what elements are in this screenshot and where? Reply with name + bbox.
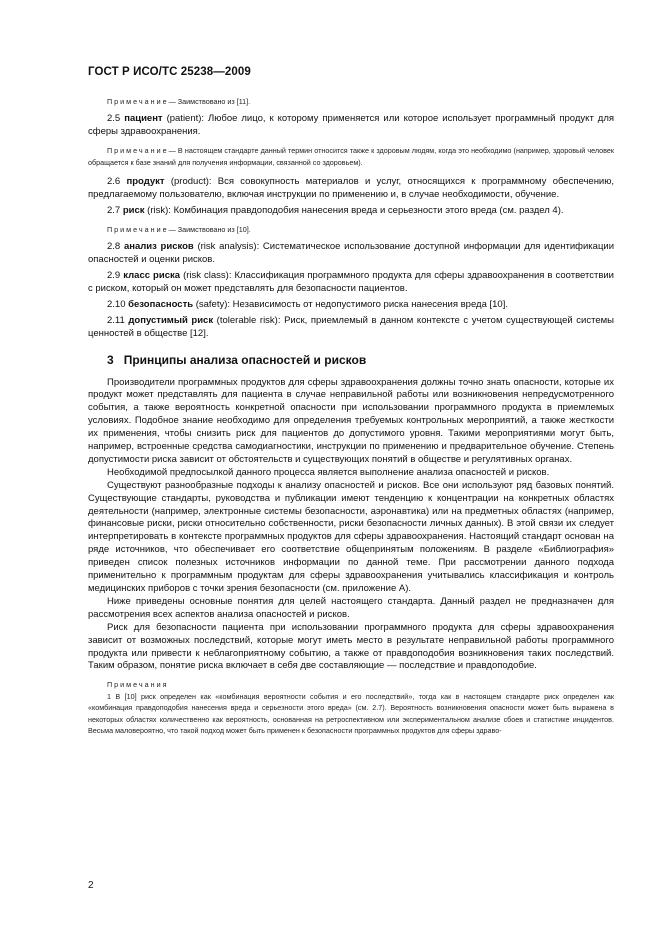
definition-text: (tolerable risk): Риск, приемлемый в данном контексте с учетом существующей системы ценностей в обществе [12]. xyxy=(88,314,614,339)
definition-2-10 xyxy=(88,299,614,312)
document-header: ГОСТ Р ИСО/ТС 25238—2009 xyxy=(88,66,251,78)
clause-number: 2.6 xyxy=(107,176,121,188)
clause-number: 2.11 xyxy=(107,314,125,326)
note-text: — Заимствовано из [10]. xyxy=(168,224,251,234)
clause-number: 2.5 xyxy=(107,113,121,125)
note-label: Примечание xyxy=(107,224,169,234)
term: анализ рисков xyxy=(123,241,194,253)
term: продукт xyxy=(126,176,165,188)
note-paragraph xyxy=(88,224,614,235)
note-paragraph xyxy=(88,96,614,107)
definition-text: (risk analysis): Систематическое использование доступной информации для идентификации опасностей и оценки рисков. xyxy=(88,241,614,266)
body-paragraph: Производители программных продуктов для сферы здравоохранения должны точно знать опасности, которые их продукт может представлять для пациента в случае неправильной работы или возникновения непредусмотренного события, а также вероятность конкретной опасности при использовании программного продукта в приемлемых условиях. Подобное знание необходимо для определения требуемых контрольных мероприятий, а также жесткости их применения, чтобы снизить риск для пациентов до допустимого уровня. Такими мероприятиями могут быть, например, встроенные средства самодиагностики, инструкции по применению и предварительное обучение. Степень допустимости риска зависит от обстоятельств и существующих понятий в обществе и регулятивных органах. xyxy=(88,376,614,465)
section-number: 3 xyxy=(107,352,114,367)
term: безопасность xyxy=(128,298,194,310)
clause-number: 2.10 xyxy=(107,298,126,310)
note-text: — Заимствовано из [11]. xyxy=(168,97,251,106)
definition-text: (risk): Комбинация правдоподобия нанесения вреда и серьезности этого вреда (см. раздел 4). xyxy=(144,204,564,216)
definition-2-11 xyxy=(88,315,614,341)
definition-2-6 xyxy=(88,176,614,202)
definition-2-5 xyxy=(88,113,614,139)
note-paragraph xyxy=(88,145,614,168)
body-paragraph: Риск для безопасности пациента при использовании программного продукта для сферы здравоохранения зависит от возможных последствий, которые могут иметь место в результате неправильной работы программного продукта или привести к неблагоприятному событию, а также от правдоподобия возникновения таких последствий. Таким образом, понятие риска включает в себя две составляющие — последствие и правдоподобие. xyxy=(88,621,614,672)
note-text: — В настоящем стандарте данный термин относится также к здоровым людям, когда это необходимо (например, здоровый человек обращается к базе знаний для получения информации, связанной со здоровьем). xyxy=(88,146,614,167)
note-label: Примечание xyxy=(107,146,169,156)
term: допустимый риск xyxy=(128,314,214,326)
definition-2-7 xyxy=(88,205,614,218)
definition-text: (product): Вся совокупность материалов и услуг, относящихся к программному обеспечению, предлагаемому пользователю, включая инструкции по применению и, в случае необходимости, обучение. xyxy=(88,176,615,200)
section-heading xyxy=(107,353,614,367)
clause-number: 2.8 xyxy=(107,241,121,253)
body-paragraph: Необходимой предпосылкой данного процесса является выполнение анализа опасностей и рисков. xyxy=(107,466,550,478)
definition-text: (safety): Независимость от недопустимого риска нанесения вреда [10]. xyxy=(193,298,508,310)
definition-text: (patient): Любое лицо, к которому применяется или которое использует программный продукт для сферы здравоохранения. xyxy=(88,113,615,138)
clause-number: 2.9 xyxy=(107,269,121,281)
definition-2-9 xyxy=(88,270,614,296)
body-paragraph: Ниже приведены основные понятия для целей настоящего стандарта. Данный раздел не предназначен для рассмотрения всех аспектов анализа опасностей и рисков. xyxy=(88,595,614,620)
note-label: Примечание xyxy=(107,97,169,106)
clause-number: 2.7 xyxy=(107,204,121,216)
body-paragraph: Существуют разнообразные подходы к анализу опасностей и рисков. Все они используют ряд базовых понятий. Существующие стандарты, руководства и публикации имеют тенденцию к концентрации на конкретных областях деятельности (например, электронные системы безопасности, аэронавтика) или на предметных областях (например, финансовые риски, риски относительно собственности, риски безопасности личных данных). В этой связи их следует интерпретировать в контексте программных продуктов для сферы здравоохранения. Настоящий стандарт основан на ряде источников, что обеспечивает его соответствие общепринятым положениям. В разделе «Библиография» приведен список полезных источников информации по данной теме. При рассмотрении данного подхода применительно к программным продуктам для сферы здравоохранения учитывались классификация и контроль медицинских приборов с точки зрения безопасности (см. приложение А). xyxy=(88,479,614,594)
term: риск xyxy=(122,204,145,216)
note-paragraph: 1 В [10] риск определен как «комбинация вероятности события и его последствий», тогда как в настоящем стандарте риск определен как «комбинация правдоподобия нанесения вреда и серьезности этого вреда» (см. 2.7). Вероятность возникновения опасности может быть выражена в некоторых областях количественно как вероятность, основанная на ретроспективном или экспериментальном анализе сбоев и статистике инцидентов. Весьма маловероятно, что такой подход может быть применен к безопасности программных продуктов для сферы здраво- xyxy=(88,691,614,735)
content-column xyxy=(88,96,614,736)
section-title: Принципы анализа опасностей и рисков xyxy=(123,352,367,367)
definition-2-8 xyxy=(88,241,614,267)
term: пациент xyxy=(124,113,163,125)
page-number: 2 xyxy=(88,880,94,891)
notes-heading: Примечания xyxy=(107,680,169,690)
definition-text: (risk class): Классификация программного продукта для сферы здравоохранения в соответствии с риском, который он может представлять для безопасности пациентов. xyxy=(88,269,614,294)
term: класс риска xyxy=(123,269,181,281)
